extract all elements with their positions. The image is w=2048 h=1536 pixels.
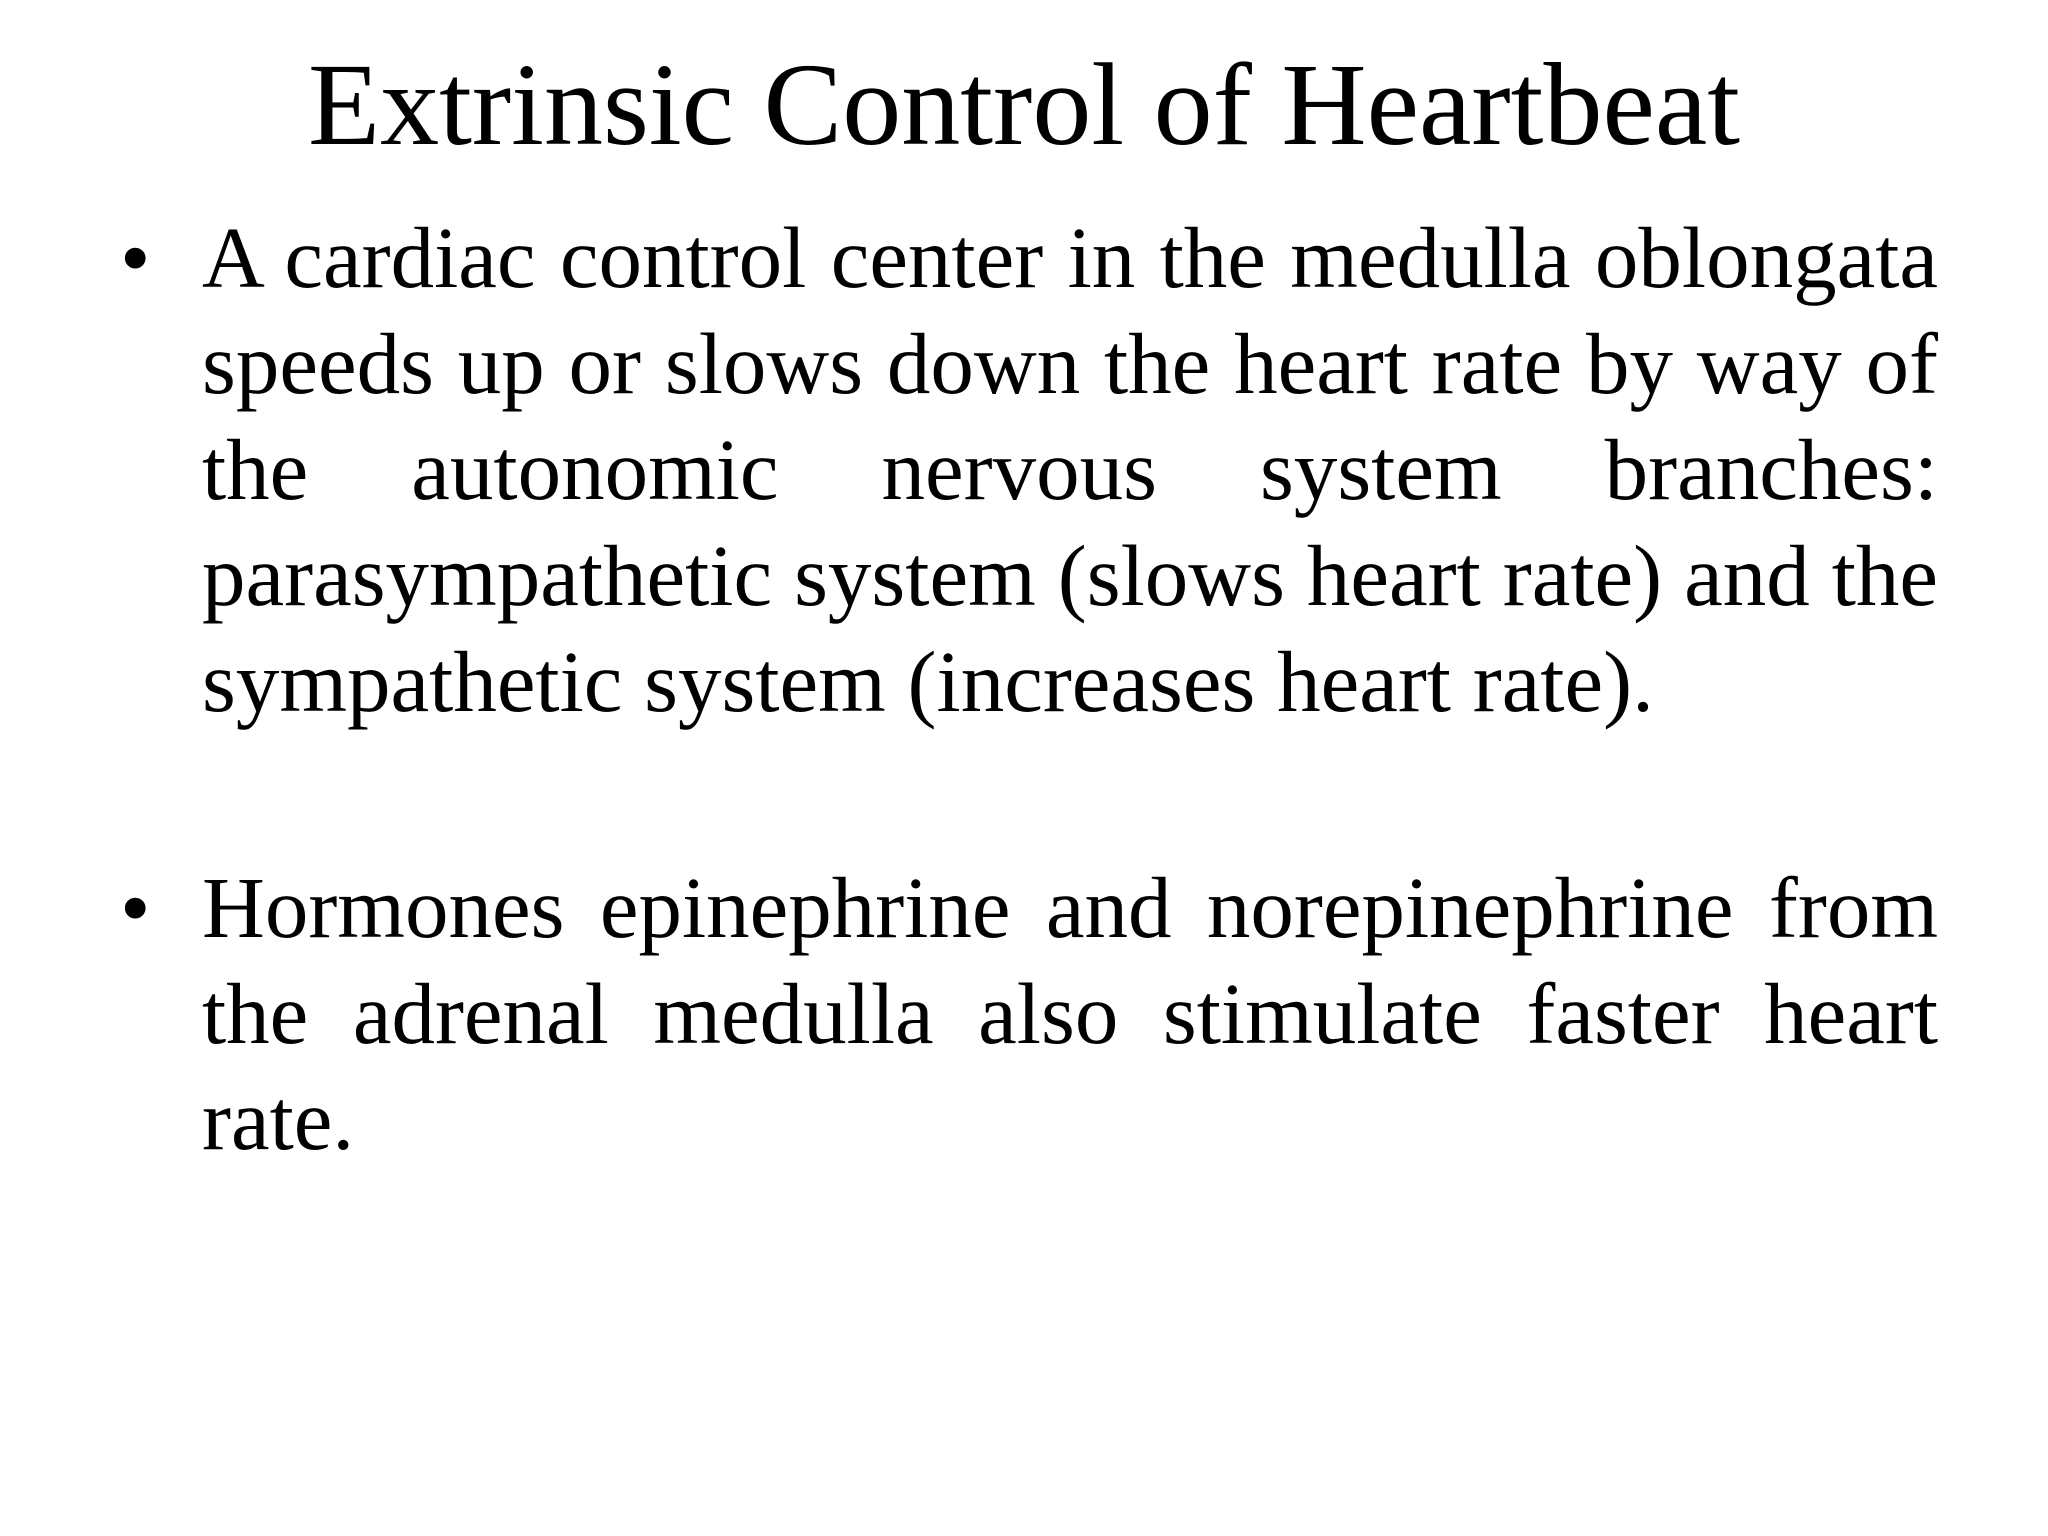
bullet-item-2: [120, 855, 1938, 1173]
bullet-text-1: A cardiac control center in the medulla oblongata speeds up or slows down the heart rate by way of the autonomic nervous system branches: parasympathetic system (slows heart rate) and the sympathetic system (increases heart rate).: [202, 209, 1938, 730]
slide-title: Extrinsic Control of Heartbeat: [308, 39, 1740, 170]
bullet-list: [120, 205, 1938, 1173]
bullet-icon: •: [120, 859, 151, 956]
bullet-icon: •: [120, 209, 151, 306]
bullet-item-1: [120, 205, 1938, 735]
bullet-text-2: Hormones epinephrine and norepinephrine from the adrenal medulla also stimulate faster heart rate.: [202, 859, 1938, 1168]
